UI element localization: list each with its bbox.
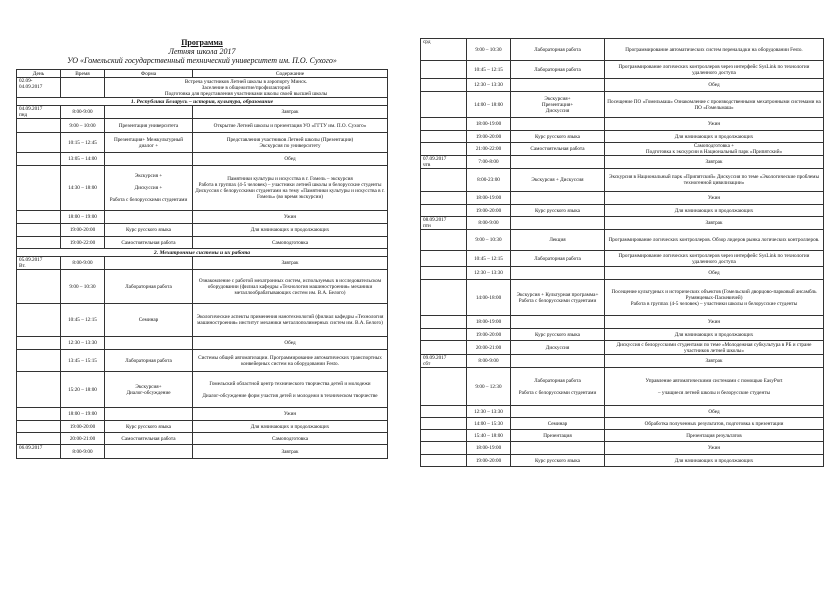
- time-cell: 12:30 – 13:30: [467, 79, 511, 92]
- form-cell: [511, 156, 605, 169]
- form-cell: [105, 106, 193, 119]
- form-cell: Самостоятельная работа: [105, 433, 193, 445]
- header-content: Содержание: [193, 70, 388, 78]
- content-cell: Завтрак: [605, 156, 824, 169]
- content-cell: Управление автоматическими системами с помощью EasyPort – учащиеся летней школы и белорусские студенты: [605, 368, 824, 406]
- schedule-row: [17, 119, 388, 133]
- schedule-row: [421, 143, 824, 156]
- time-cell: 12:30 – 13:30: [61, 337, 105, 350]
- time-cell: 8:00-9:00: [467, 217, 511, 230]
- day-cell: [421, 230, 467, 251]
- form-cell: Лекция: [511, 230, 605, 251]
- schedule-row: [421, 455, 824, 467]
- time-cell: 10:45 – 12:15: [467, 61, 511, 79]
- content-cell: Ознакомление с работой мехатронных систем, используемых в исследовательском оборудовании (филиал кафедры «Технология машиностроения» механики металлообрабатывающих систем им. В.А. Белого): [193, 270, 388, 304]
- content-cell: Программирование логических контроллеров через интерфейс SysLink по технологии удаленного доступа: [605, 251, 824, 267]
- time-cell: 18:00 – 19:00: [61, 408, 105, 421]
- schedule-row: [421, 230, 824, 251]
- time-cell: 10:45 – 12:15: [467, 251, 511, 267]
- content-cell: Экологические аспекты применения нанотехнологий (филиал кафедры «Технология машиностроения» институт механики металлополимерных систем им. В.А. Белого): [193, 304, 388, 337]
- schedule-row: [421, 341, 824, 355]
- form-cell: Дискуссия: [511, 341, 605, 355]
- form-cell: Самостоятельная работа: [511, 143, 605, 156]
- day-cell: [17, 270, 61, 304]
- schedule-row: [421, 329, 824, 341]
- document-page-left: [16, 38, 388, 459]
- content-cell: Ужин: [605, 316, 824, 329]
- document-title: Программа: [181, 38, 223, 47]
- schedule-row: [421, 169, 824, 192]
- form-cell: Экскурсия+ Диалог-обсуждение: [105, 372, 193, 408]
- content-cell: Завтрак: [193, 257, 388, 270]
- content-cell: Для начинающих и продолжающих: [605, 131, 824, 143]
- form-cell: Экскурсия+ Презентация+ Дискуссия: [511, 92, 605, 118]
- day-cell: 07.09.2017 чтв: [421, 156, 467, 169]
- time-cell: 8:00-9:00: [467, 355, 511, 368]
- day-cell: [421, 131, 467, 143]
- day-cell: [421, 406, 467, 418]
- schedule-row: [421, 251, 824, 267]
- schedule-row: [421, 92, 824, 118]
- content-cell: Программирование логических контроллеров через интерфейс SysLink по технологии удаленного доступа: [605, 61, 824, 79]
- day-cell: [421, 169, 467, 192]
- time-cell: 8:00-9:00: [61, 445, 105, 459]
- section-title: 1. Республика Беларусь – история, культура, образование: [17, 98, 388, 106]
- schedule-row: [17, 433, 388, 445]
- content-cell: Самоподготовка: [193, 237, 388, 249]
- content-cell: Гомельский областной центр технического творчества детей и молодежи Диалог-обсуждение форм участия детей и молодежи в техническом творчестве: [193, 372, 388, 408]
- time-cell: 19:00-20:00: [467, 205, 511, 217]
- section-row: [17, 249, 388, 257]
- form-cell: [511, 355, 605, 368]
- day-cell: 08.09.2017 птн: [421, 217, 467, 230]
- day-cell: [421, 92, 467, 118]
- time-cell: 19:00-20:00: [467, 455, 511, 467]
- time-cell: 14:00 – 18:00: [467, 92, 511, 118]
- time-cell: 8:00-23:00: [467, 169, 511, 192]
- form-cell: [511, 267, 605, 280]
- time-cell: 13:45 – 15:15: [61, 350, 105, 372]
- form-cell: [511, 79, 605, 92]
- day-cell: [17, 421, 61, 433]
- content-cell: Завтрак: [193, 106, 388, 119]
- schedule-row: [421, 355, 824, 368]
- time-cell: 9:00 – 10:30: [467, 230, 511, 251]
- content-cell: Для начинающих и продолжающих: [605, 455, 824, 467]
- schedule-row: [421, 267, 824, 280]
- day-cell: [421, 205, 467, 217]
- time-cell: 14:00-18:00: [467, 280, 511, 316]
- time-cell: 10:45 – 12:15: [61, 304, 105, 337]
- form-cell: Лабораторная работа: [105, 350, 193, 372]
- time-cell: 18:00-19:00: [467, 118, 511, 131]
- form-cell: Презентация университета: [105, 119, 193, 133]
- form-cell: Семинар: [105, 304, 193, 337]
- document-subtitle: Летняя школа 2017: [168, 47, 236, 56]
- time-cell: 18:00-19:00: [467, 316, 511, 329]
- organization-name: УО «Гомельский государственный технический университет им. П.О. Сухого»: [67, 56, 337, 65]
- schedule-row: [421, 316, 824, 329]
- time-cell: 15:40 – 18:00: [467, 430, 511, 442]
- schedule-row: [17, 78, 388, 98]
- schedule-row: [17, 133, 388, 153]
- schedule-row: [17, 270, 388, 304]
- form-cell: [105, 257, 193, 270]
- schedule-row: [421, 430, 824, 442]
- content-cell: Презентация результатов: [605, 430, 824, 442]
- schedule-row: [421, 280, 824, 316]
- form-cell: Курс русского языка: [511, 329, 605, 341]
- day-cell: [421, 143, 467, 156]
- schedule-row: [421, 406, 824, 418]
- day-cell: [421, 316, 467, 329]
- form-cell: [511, 118, 605, 131]
- day-cell: [17, 153, 61, 166]
- content-cell: Системы общей автоматизации. Программирование автоматических транспортных конвейерных систем на оборудовании Festo.: [193, 350, 388, 372]
- day-cell: 04.09.2017 пнд: [17, 106, 61, 119]
- day-cell: [421, 430, 467, 442]
- schedule-row: [17, 421, 388, 433]
- form-cell: [511, 192, 605, 205]
- time-cell: 18:00 – 19:00: [61, 211, 105, 224]
- day-cell: [421, 61, 467, 79]
- schedule-table-left: [16, 69, 388, 459]
- form-cell: Лабораторная работа: [511, 39, 605, 61]
- day-cell: [421, 329, 467, 341]
- schedule-row: [17, 153, 388, 166]
- content-cell: Обработка полученных результатов, подготовка к презентации: [605, 418, 824, 430]
- schedule-row: [17, 237, 388, 249]
- form-cell: Презентация+ Межкультурный диалог +: [105, 133, 193, 153]
- day-cell: [17, 433, 61, 445]
- day-cell: 05.09.2017 Вт.: [17, 257, 61, 270]
- day-cell: [421, 267, 467, 280]
- time-cell: 13:05 – 14:00: [61, 153, 105, 166]
- content-cell: Экскурсия в Национальный парк «Припятский» Дискуссия по теме «Экологические проблемы техногенной цивилизации»: [605, 169, 824, 192]
- content-cell: Завтрак: [193, 445, 388, 459]
- schedule-row: [17, 304, 388, 337]
- time-cell: 20:00-21:00: [61, 433, 105, 445]
- schedule-row: [17, 350, 388, 372]
- content-cell: Ужин: [193, 408, 388, 421]
- day-cell: [421, 368, 467, 406]
- day-cell: [17, 166, 61, 211]
- time-cell: 14:30 – 18:00: [61, 166, 105, 211]
- time-cell: 9:00 – 12:30: [467, 368, 511, 406]
- day-cell: [17, 372, 61, 408]
- time-cell: 15:20 – 18:00: [61, 372, 105, 408]
- schedule-row: [421, 79, 824, 92]
- content-cell: Памятники культуры и искусства в г. Гомель – экскурсия Работа в группах (4-5 человек) – участники летней школы и белорусские студенты Дискуссия с белорусскими студентами на тему «Памятники культуры и искусства в г. Гомель» (во время экскурсии): [193, 166, 388, 211]
- form-cell: [511, 316, 605, 329]
- form-cell: Курс русского языка: [511, 205, 605, 217]
- time-cell: 19:00-20:00: [61, 421, 105, 433]
- time-cell: 9:00 – 10:00: [61, 119, 105, 133]
- form-cell: [105, 153, 193, 166]
- form-cell: [511, 442, 605, 455]
- time-cell: 9:00 – 10:30: [61, 270, 105, 304]
- day-cell: [421, 251, 467, 267]
- day-cell: [17, 337, 61, 350]
- content-cell: Ужин: [193, 211, 388, 224]
- header-form: Форма: [105, 70, 193, 78]
- form-cell: [511, 217, 605, 230]
- content-cell: Для начинающих и продолжающих: [605, 205, 824, 217]
- day-cell: [421, 280, 467, 316]
- form-cell: Лабораторная работа: [105, 270, 193, 304]
- day-cell: [421, 455, 467, 467]
- content-cell: Обед: [605, 79, 824, 92]
- time-cell: 18:00-19:00: [467, 192, 511, 205]
- day-cell: [421, 341, 467, 355]
- time-cell: 8:00-9:00: [61, 257, 105, 270]
- day-cell: [421, 192, 467, 205]
- schedule-row: [17, 106, 388, 119]
- day-cell: [421, 418, 467, 430]
- schedule-row: [421, 156, 824, 169]
- time-cell: 19:00-20:00: [467, 131, 511, 143]
- schedule-row: [17, 211, 388, 224]
- time-cell: 19:00-20:00: [467, 329, 511, 341]
- day-cell: срд: [421, 39, 467, 61]
- content-cell: Ужин: [605, 118, 824, 131]
- time-cell: 19:00-20:00: [61, 224, 105, 237]
- content-cell: Обед: [193, 337, 388, 350]
- day-cell: [17, 133, 61, 153]
- content-cell: Ужин: [605, 442, 824, 455]
- schedule-row: [17, 372, 388, 408]
- content-cell: Посещение культурных и исторических объектов (Гомельский дворцово-парковый ансамбль Румянцевых-Паскевичей) Работа в группах (4-5 человек) – участники школы и белорусские студенты: [605, 280, 824, 316]
- schedule-row: [421, 205, 824, 217]
- schedule-row: [421, 418, 824, 430]
- day-cell: [421, 118, 467, 131]
- schedule-row: [421, 118, 824, 131]
- content-cell: Для начинающих и продолжающих: [193, 224, 388, 237]
- schedule-row: [17, 224, 388, 237]
- day-cell: [421, 79, 467, 92]
- form-cell: [105, 408, 193, 421]
- day-cell: [17, 224, 61, 237]
- form-cell: Лабораторная работа: [511, 251, 605, 267]
- schedule-row: [421, 217, 824, 230]
- content-cell: Обед: [605, 267, 824, 280]
- form-cell: Курс русского языка: [511, 455, 605, 467]
- section-title: 2. Мехатронные системы и их работа: [17, 249, 388, 257]
- content-cell: Самоподготовка: [193, 433, 388, 445]
- header-day: День: [17, 70, 61, 78]
- schedule-row: [421, 192, 824, 205]
- table-header-row: [17, 70, 388, 78]
- form-cell: Презентация: [511, 430, 605, 442]
- schedule-table-right: [420, 38, 824, 467]
- day-cell: [17, 304, 61, 337]
- content-cell: Посещение ПО «Гомельмаш» Ознакомление с производственными мехатронными системами на ПО «Гомельмаш»: [605, 92, 824, 118]
- content-cell: Открытие Летней школы и презентация УО «ГГТУ им. П.О. Сухого»: [193, 119, 388, 133]
- form-cell: Семинар: [511, 418, 605, 430]
- time-cell: 20:00-21:00: [467, 341, 511, 355]
- content-cell: Завтрак: [605, 355, 824, 368]
- form-cell: Курс русского языка: [105, 421, 193, 433]
- form-cell: Курс русского языка: [511, 131, 605, 143]
- content-cell: Встреча участников Летней школы в аэропорту Минск. Заселение в общежитие/профилакторий Подготовка для представления участниками школы своей высшей школы: [105, 78, 388, 98]
- schedule-row: [17, 337, 388, 350]
- form-cell: Курс русского языка: [105, 224, 193, 237]
- time-cell: 19:00-22:00: [61, 237, 105, 249]
- schedule-row: [17, 166, 388, 211]
- schedule-row: [421, 39, 824, 61]
- content-cell: Дискуссия с белорусскими студентами по теме «Молодежная субкультура в РБ и стране участников летней школы»: [605, 341, 824, 355]
- schedule-row: [421, 61, 824, 79]
- day-cell: 02.09- 04.09.2017: [17, 78, 61, 98]
- day-cell: [421, 442, 467, 455]
- day-cell: 09.09.2017 сбт: [421, 355, 467, 368]
- form-cell: [105, 337, 193, 350]
- time-cell: 8:00-9:00: [61, 106, 105, 119]
- form-cell: Экскурсия + Дискуссия + Работа с белорусскими студентами: [105, 166, 193, 211]
- day-cell: [17, 237, 61, 249]
- day-cell: 06.09.2017: [17, 445, 61, 459]
- time-cell: 21:00-22:00: [467, 143, 511, 156]
- form-cell: [105, 445, 193, 459]
- document-header: [16, 38, 388, 65]
- form-cell: Экскурсия + Культурная программа+ Работа с белорусскими студентами: [511, 280, 605, 316]
- content-cell: Программирование автоматических систем переналадки на оборудовании Festo.: [605, 39, 824, 61]
- schedule-row: [421, 368, 824, 406]
- schedule-row: [17, 257, 388, 270]
- day-cell: [17, 211, 61, 224]
- schedule-row: [421, 442, 824, 455]
- day-cell: [17, 350, 61, 372]
- time-cell: 7:00-8:00: [467, 156, 511, 169]
- day-cell: [17, 119, 61, 133]
- document-page-right: [420, 38, 824, 467]
- form-cell: Лабораторная работа Работа с белорусскими студентами: [511, 368, 605, 406]
- content-cell: Ужин: [605, 192, 824, 205]
- content-cell: Программирование логических контроллеров. Обзор лидеров рынка логических контроллеров.: [605, 230, 824, 251]
- time-cell: [61, 78, 105, 98]
- content-cell: Самоподготовка + Подготовка к экскурсии в Национальный парк «Припятский»: [605, 143, 824, 156]
- form-cell: Экскурсия + Дискуссия: [511, 169, 605, 192]
- form-cell: Самостоятельная работа: [105, 237, 193, 249]
- schedule-row: [17, 408, 388, 421]
- time-cell: 9:00 – 10:30: [467, 39, 511, 61]
- time-cell: 18:00-19:00: [467, 442, 511, 455]
- time-cell: 10:15 – 12:45: [61, 133, 105, 153]
- day-cell: [17, 408, 61, 421]
- schedule-row: [421, 131, 824, 143]
- form-cell: [511, 406, 605, 418]
- time-cell: 12:30 – 13:30: [467, 267, 511, 280]
- time-cell: 14:00 – 15:30: [467, 418, 511, 430]
- content-cell: Представления участников Летней школы (Презентации) Экскурсия по университету: [193, 133, 388, 153]
- content-cell: Обед: [605, 406, 824, 418]
- content-cell: Для начинающих и продолжающих: [605, 329, 824, 341]
- time-cell: 12:30 – 13:30: [467, 406, 511, 418]
- schedule-row: [17, 445, 388, 459]
- content-cell: Обед: [193, 153, 388, 166]
- content-cell: Завтрак: [605, 217, 824, 230]
- content-cell: Для начинающих и продолжающих: [193, 421, 388, 433]
- form-cell: Лабораторная работа: [511, 61, 605, 79]
- form-cell: [105, 211, 193, 224]
- section-row: [17, 98, 388, 106]
- header-time: Время: [61, 70, 105, 78]
